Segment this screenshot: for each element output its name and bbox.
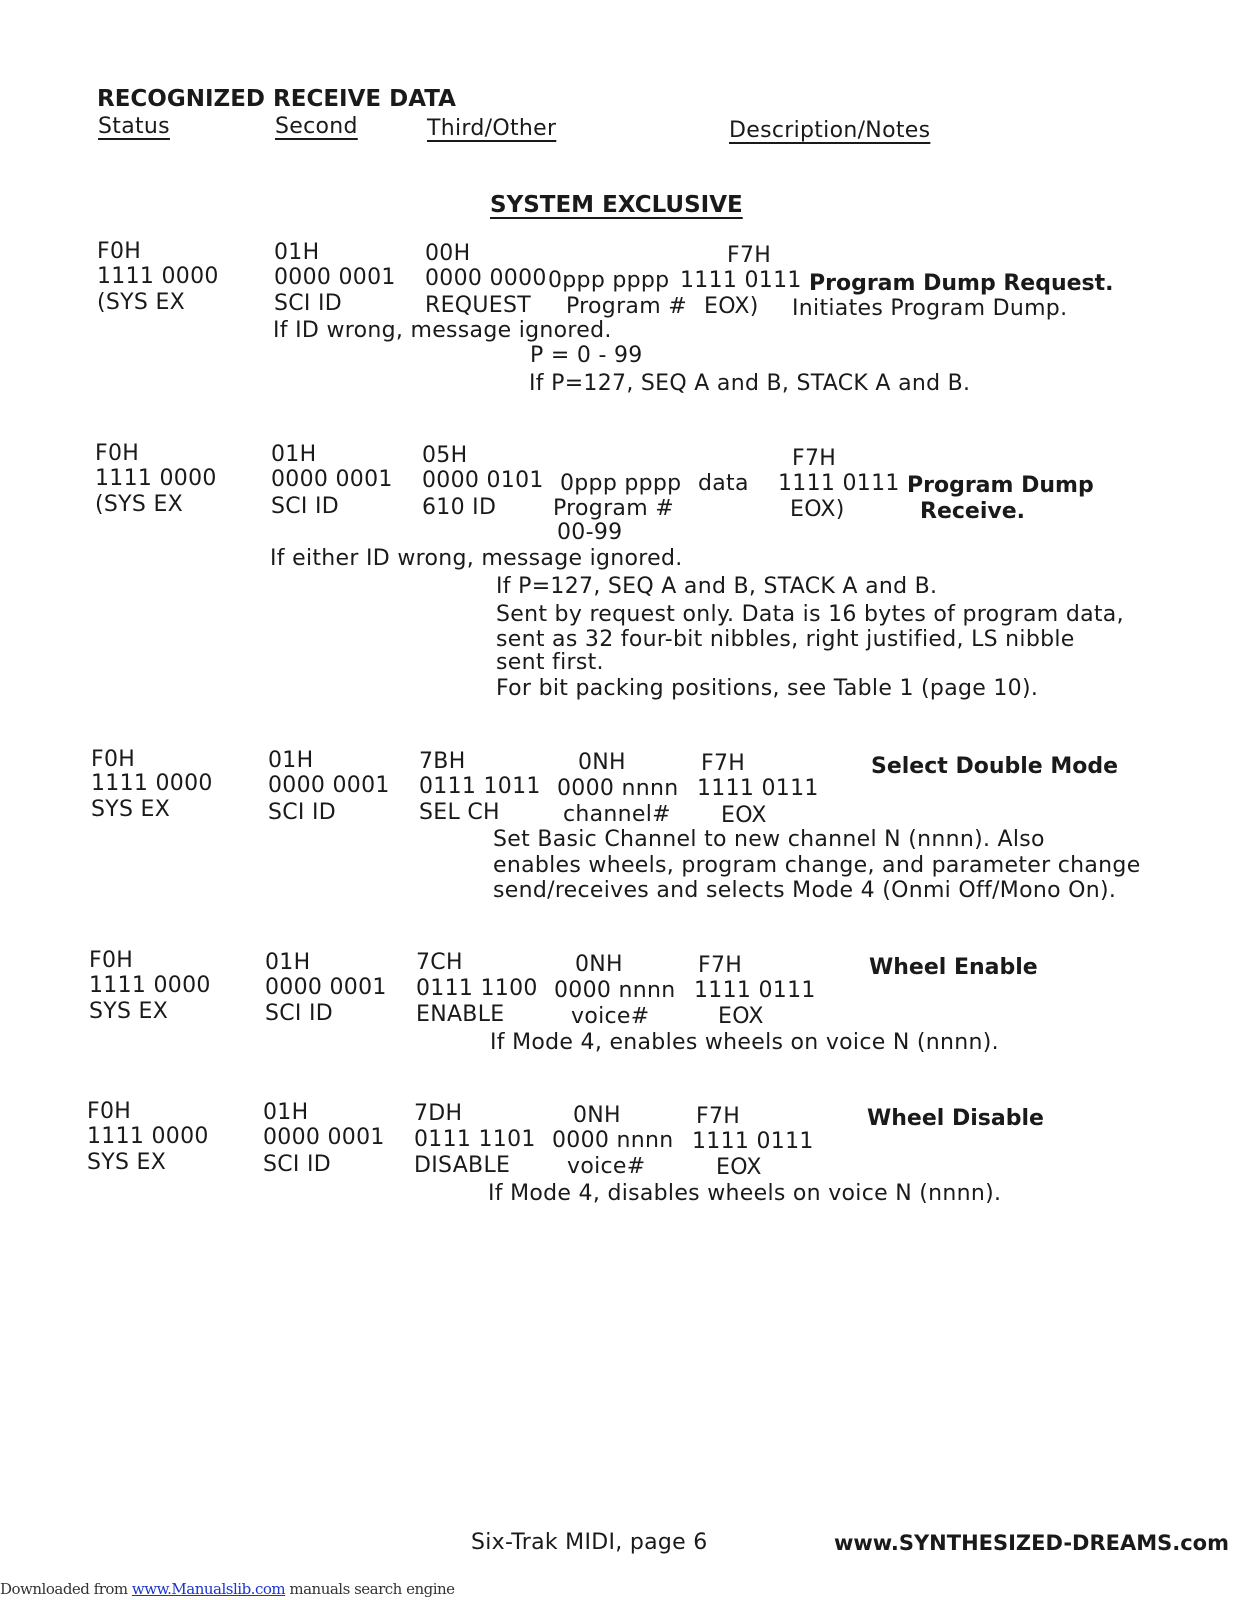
third-label: ENABLE: [416, 1002, 505, 1027]
note-line-6: For bit packing positions, see Table 1 (page 10).: [496, 676, 1039, 701]
description-title: Program Dump Request.: [809, 271, 1114, 296]
status-label: SYS EX: [91, 797, 171, 822]
third-label: SEL CH: [419, 800, 500, 825]
website-url: www.SYNTHESIZED-DREAMS.com: [834, 1531, 1229, 1555]
second-label: SCI ID: [263, 1152, 332, 1177]
column-header-third: Third/Other: [427, 116, 557, 141]
third-hex: 7DH: [414, 1101, 463, 1126]
second-binary: 0000 0001: [274, 265, 396, 290]
third-label: DISABLE: [414, 1153, 511, 1178]
note-line-1: If Mode 4, disables wheels on voice N (nnnn).: [488, 1181, 1002, 1206]
download-credit: [0, 1580, 455, 1598]
description-title: Wheel Disable: [867, 1106, 1044, 1131]
note-line-3: Sent by request only. Data is 16 bytes of program data,: [496, 602, 1124, 627]
eox-binary: 1111 0111: [697, 776, 819, 801]
description-text: Initiates Program Dump.: [792, 296, 1068, 321]
third-hex: 00H: [425, 241, 471, 266]
second-label: SCI ID: [265, 1001, 334, 1026]
data-label: data: [698, 471, 749, 496]
note-line-1: If Mode 4, enables wheels on voice N (nnnn).: [490, 1030, 999, 1055]
note-line-1: If ID wrong, message ignored.: [273, 318, 612, 343]
param-binary: 0000 nnnn: [554, 978, 676, 1003]
note-line-1: Set Basic Channel to new channel N (nnnn). Also: [493, 827, 1045, 852]
status-binary: 1111 0000: [91, 771, 213, 796]
param-hex: 0NH: [573, 1103, 621, 1128]
eox-label: EOX: [721, 803, 767, 828]
eox-binary: 1111 0111: [694, 978, 816, 1003]
third-binary: 0111 1100: [416, 976, 538, 1001]
note-line-2: enables wheels, program change, and parameter change: [493, 853, 1141, 878]
eox-label: EOX: [718, 1004, 764, 1029]
eox-hex: F7H: [701, 751, 746, 776]
download-credit-suffix: manuals search engine: [285, 1580, 455, 1598]
param-label: voice#: [571, 1004, 650, 1029]
status-label: SYS EX: [89, 999, 169, 1024]
second-binary: 0000 0001: [265, 975, 387, 1000]
eox-hex: F7H: [727, 243, 772, 268]
status-binary: 1111 0000: [89, 973, 211, 998]
param-binary: 0000 nnnn: [552, 1128, 674, 1153]
status-binary: 1111 0000: [87, 1124, 209, 1149]
note-line-2: If P=127, SEQ A and B, STACK A and B.: [496, 574, 938, 599]
third-binary: 0111 1101: [414, 1127, 536, 1152]
second-label: SCI ID: [268, 800, 337, 825]
status-label: (SYS EX: [95, 492, 184, 517]
program-binary: 0ppp pppp: [548, 268, 670, 293]
third-hex: 7BH: [419, 749, 466, 774]
third-label: REQUEST: [425, 293, 532, 318]
param-hex: 0NH: [575, 952, 623, 977]
description-title: Program Dump: [907, 473, 1094, 498]
eox-label: EOX): [790, 497, 845, 522]
note-line-4: sent as 32 four-bit nibbles, right justified, LS nibble: [496, 627, 1075, 652]
second-label: SCI ID: [274, 291, 343, 316]
eox-binary: 1111 0111: [778, 471, 900, 496]
second-binary: 0000 0001: [271, 467, 393, 492]
second-binary: 0000 0001: [268, 773, 390, 798]
status-binary: 1111 0000: [97, 264, 219, 289]
eox-binary: 1111 0111: [692, 1129, 814, 1154]
description-title: Wheel Enable: [869, 955, 1038, 980]
eox-label: EOX: [716, 1155, 762, 1180]
program-range: 00-99: [557, 520, 623, 545]
status-hex: F0H: [91, 747, 136, 772]
second-hex: 01H: [268, 748, 314, 773]
note-line-5: sent first.: [496, 650, 604, 675]
second-binary: 0000 0001: [263, 1125, 385, 1150]
status-hex: F0H: [87, 1099, 132, 1124]
note-line-3: send/receives and selects Mode 4 (Onmi Off/Mono On).: [493, 878, 1117, 903]
status-hex: F0H: [97, 239, 142, 264]
third-hex: 05H: [422, 443, 468, 468]
eox-hex: F7H: [696, 1104, 741, 1129]
status-binary: 1111 0000: [95, 466, 217, 491]
second-hex: 01H: [265, 950, 311, 975]
program-label: Program #: [553, 496, 674, 521]
status-hex: F0H: [89, 948, 134, 973]
param-hex: 0NH: [578, 750, 626, 775]
note-line-3: If P=127, SEQ A and B, STACK A and B.: [529, 371, 971, 396]
program-label: Program #: [566, 294, 687, 319]
description-title: Select Double Mode: [871, 754, 1119, 779]
note-line-1: If either ID wrong, message ignored.: [270, 546, 683, 571]
eox-hex: F7H: [792, 446, 837, 471]
page-number-label: Six-Trak MIDI, page 6: [471, 1530, 708, 1555]
status-label: (SYS EX: [97, 290, 186, 315]
page-heading: RECOGNIZED RECEIVE DATA: [97, 86, 456, 112]
eox-label: EOX): [704, 294, 759, 319]
section-title: SYSTEM EXCLUSIVE: [490, 192, 743, 218]
status-hex: F0H: [95, 441, 140, 466]
param-label: voice#: [567, 1154, 646, 1179]
second-hex: 01H: [271, 442, 317, 467]
second-label: SCI ID: [271, 494, 340, 519]
second-hex: 01H: [274, 240, 320, 265]
column-header-description: Description/Notes: [729, 118, 931, 143]
program-binary: 0ppp pppp: [560, 471, 682, 496]
third-label: 610 ID: [422, 495, 497, 520]
eox-hex: F7H: [698, 953, 743, 978]
status-label: SYS EX: [87, 1150, 167, 1175]
third-binary: 0000 0000: [425, 266, 547, 291]
second-hex: 01H: [263, 1100, 309, 1125]
description-title-2: Receive.: [920, 499, 1025, 524]
third-hex: 7CH: [416, 950, 463, 975]
column-header-status: Status: [98, 114, 170, 139]
param-label: channel#: [563, 802, 671, 827]
column-header-second: Second: [275, 114, 358, 139]
eox-binary: 1111 0111: [680, 268, 802, 293]
note-line-2: P = 0 - 99: [530, 343, 643, 368]
manualslib-link[interactable]: www.Manualslib.com: [131, 1580, 286, 1598]
third-binary: 0111 1011: [419, 774, 541, 799]
param-binary: 0000 nnnn: [557, 776, 679, 801]
third-binary: 0000 0101: [422, 468, 544, 493]
download-credit-prefix: Downloaded from: [0, 1580, 132, 1598]
